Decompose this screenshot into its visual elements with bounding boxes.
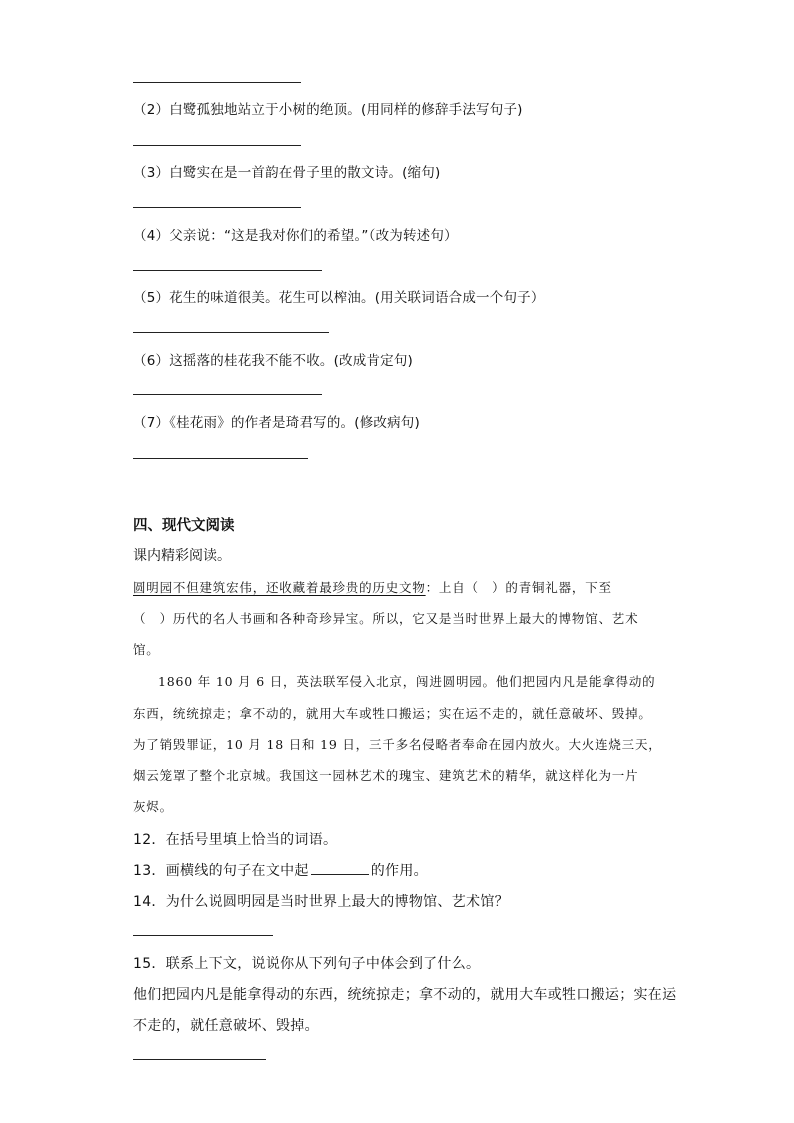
passage-p1-line2: （ ）历代的名人书画和各种奇珍异宝。所以，它又是当时世界上最大的博物馆、艺术 bbox=[133, 611, 639, 626]
passage-p2-line2: 东西，统统掠走；拿不动的，就用大车或牲口搬运；实在运不走的，就任意破坏、毁掉。 bbox=[133, 706, 652, 721]
exercise-item-4: （4）父亲说：“这是我对你们的希望。”（改为转述句） bbox=[133, 228, 458, 244]
exercise-item-3: （3）白鹭实在是一首韵在骨子里的散文诗。(缩句) bbox=[133, 165, 441, 181]
exercise-item-6: （6）这摇落的桂花我不能不收。(改成肯定句) bbox=[133, 353, 414, 369]
question-15-quote-line2: 不走的，就任意破坏、毁掉。 bbox=[133, 1018, 319, 1034]
underlined-sentence: 圆明园不但建筑宏伟，还收藏着最珍贵的历史文物 bbox=[133, 580, 426, 595]
answer-line-4[interactable] bbox=[133, 270, 322, 271]
answer-line-2[interactable] bbox=[133, 145, 301, 146]
section-title: 四、现代文阅读 bbox=[133, 518, 235, 534]
passage-p2-line3: 为了销毁罪证，10 月 18 日和 19 日，三千多名侵略者奉命在园内放火。大火连烧三天， bbox=[133, 737, 662, 752]
passage-p2-line4: 烟云笼罩了整个北京城。我国这一园林艺术的瑰宝、建筑艺术的精华，就这样化为一片 bbox=[133, 768, 639, 783]
answer-line-q15[interactable] bbox=[133, 1059, 266, 1060]
answer-line-5[interactable] bbox=[133, 332, 329, 333]
question-13-blank[interactable] bbox=[311, 862, 369, 875]
question-13-after: 的作用。 bbox=[370, 863, 428, 879]
answer-line-q14[interactable] bbox=[133, 935, 273, 936]
question-12: 12．在括号里填上恰当的词语。 bbox=[133, 832, 338, 848]
passage-p1-line1 bbox=[133, 578, 612, 596]
answer-line-1[interactable] bbox=[133, 82, 301, 83]
answer-line-3[interactable] bbox=[133, 207, 301, 208]
question-15: 15．联系上下文，说说你从下列句子中体会到了什么。 bbox=[133, 956, 481, 972]
exercise-item-7: （7）《桂花雨》的作者是琦君写的。(修改病句) bbox=[133, 415, 420, 431]
question-15-quote-line1: 他们把园内凡是能拿得动的东西，统统掠走；拿不动的，就用大车或牲口搬运；实在运 bbox=[133, 987, 677, 1003]
section-subtitle: 课内精彩阅读。 bbox=[133, 548, 231, 564]
passage-p2-line5: 灰烬。 bbox=[133, 799, 173, 814]
question-13-before: 13．画横线的句子在文中起 bbox=[133, 863, 309, 879]
exercise-item-5: （5）花生的味道很美。花生可以榨油。(用关联词语合成一个句子） bbox=[133, 290, 545, 306]
answer-line-6[interactable] bbox=[133, 394, 322, 395]
answer-line-7[interactable] bbox=[133, 458, 308, 459]
question-13 bbox=[133, 860, 428, 880]
exercise-item-2: （2）白鹭孤独地站立于小树的绝顶。(用同样的修辞手法写句子) bbox=[133, 102, 523, 118]
passage-p1-rest: ：上自（ ）的青铜礼器，下至 bbox=[425, 580, 612, 595]
question-14: 14．为什么说圆明园是当时世界上最大的博物馆、艺术馆？ bbox=[133, 894, 509, 910]
passage-p1-line3: 馆。 bbox=[133, 642, 160, 657]
passage-p2-line1: 1860 年 10 月 6 日，英法联军侵入北京，闯进圆明园。他们把园内凡是能拿得动的 bbox=[158, 674, 656, 689]
